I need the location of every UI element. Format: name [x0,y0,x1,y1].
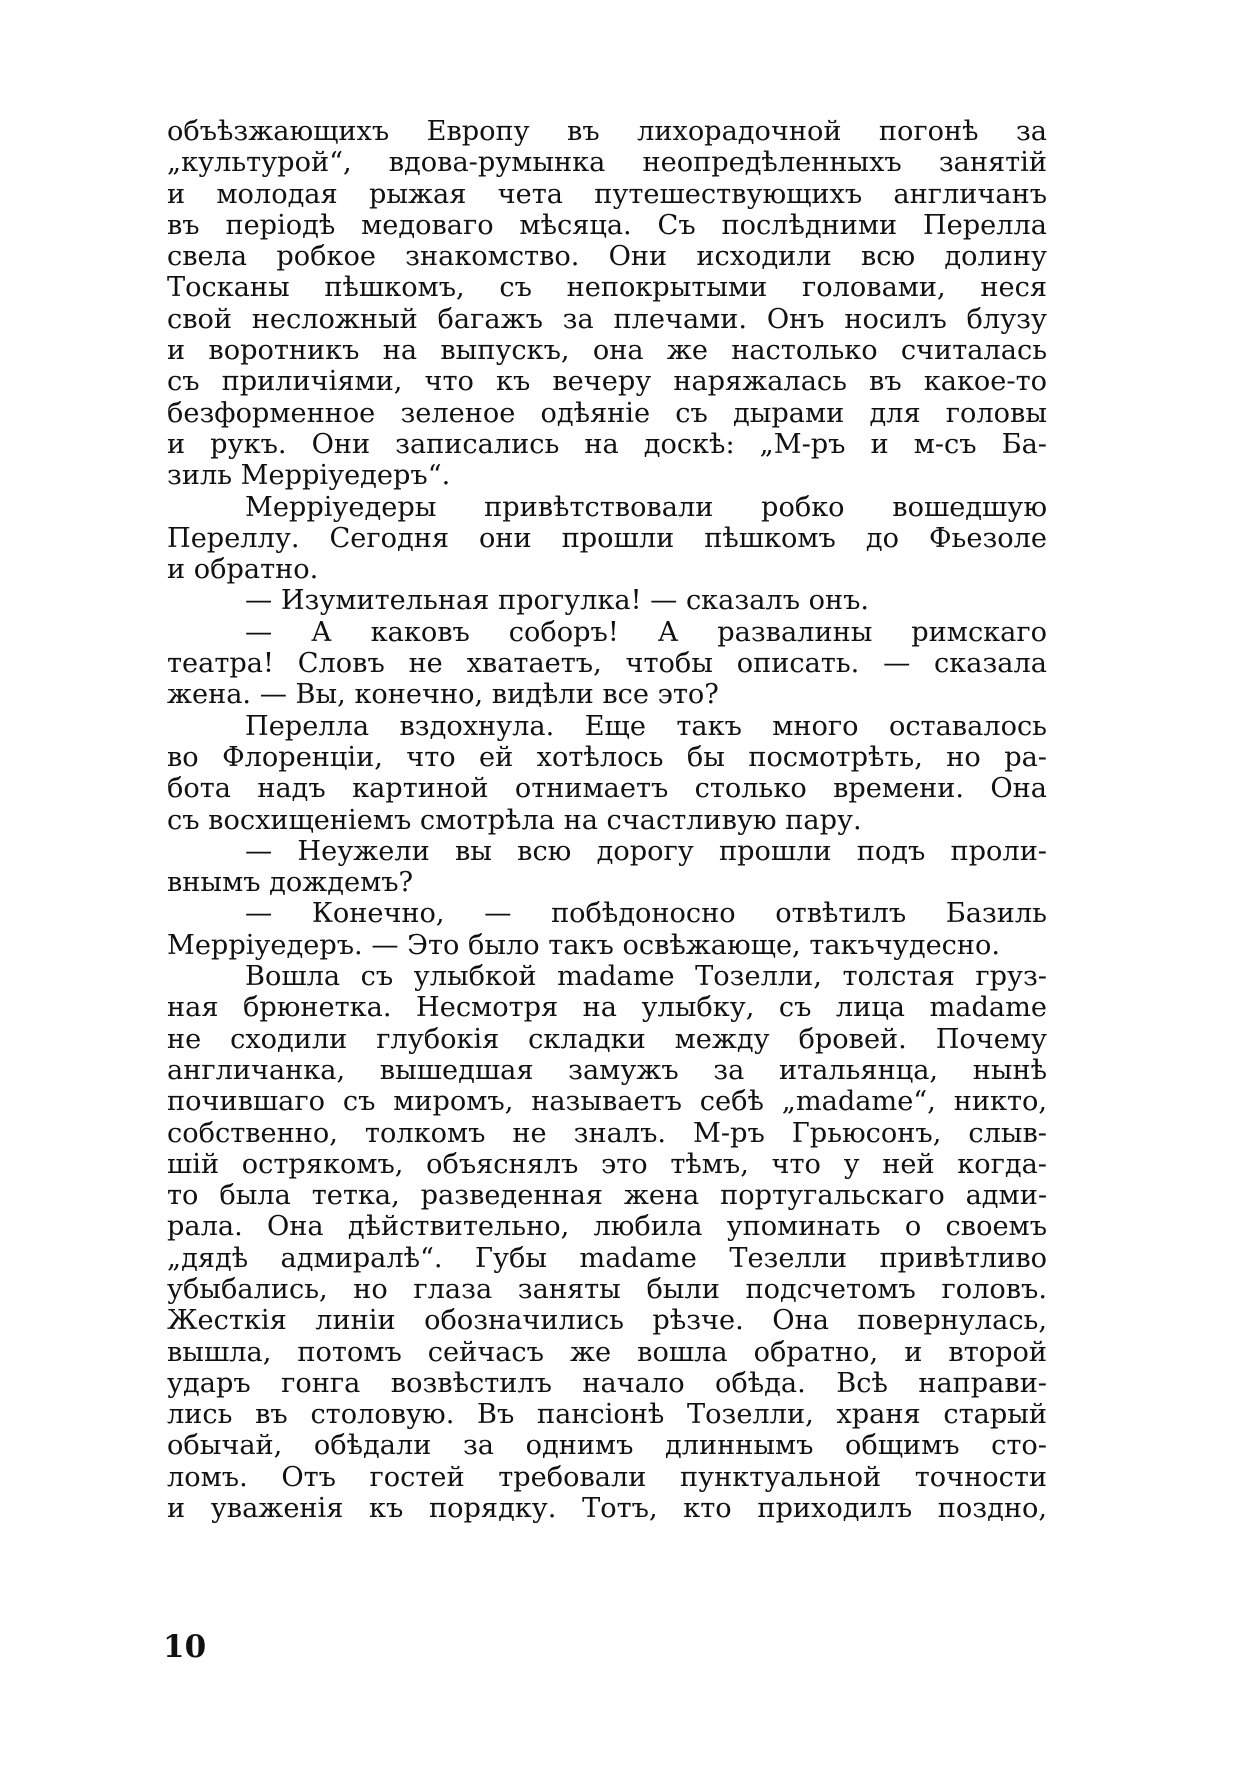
text-line: и уваженія къ порядку. Тотъ, кто приходилъ поздно, [167,1493,1047,1525]
text-line: Тосканы пѣшкомъ, съ непокрытыми головами, неся [167,272,1047,304]
text-line: „культурой“, вдова-румынка неопредѣленныхъ занятій [167,147,1047,179]
text-line: убыбались, но глаза заняты были подсчетомъ головъ. [167,1273,1047,1305]
text-line: и обратно. [167,554,319,586]
text-line: жена. — Вы, конечно, видѣли все это? [167,679,719,711]
text-line: въ періодѣ медоваго мѣсяца. Съ послѣдними Перелла [167,209,1047,241]
text-line: и рукъ. Они записались на доскѣ: „М-ръ и м-съ Ба- [167,428,1047,460]
page-number: 10 [163,1629,207,1665]
text-line: бота надъ картиной отнимаетъ столько времени. Она [167,773,1047,805]
text-line: — Неужели вы всю дорогу прошли подъ проли- [245,835,1047,867]
text-line: — Изумительная прогулка! — сказалъ онъ. [245,585,870,617]
text-line: безформенное зеленое одѣяніе съ дырами для головы [167,397,1047,429]
text-line: ная брюнетка. Несмотря на улыбку, съ лица madame [167,992,1047,1024]
text-line: Перелла вздохнула. Еще такъ много оставалось [245,710,1047,742]
text-line: собственно, толкомъ не зналъ. М-ръ Грьюсонъ, слыв- [167,1117,1047,1149]
text-line: ударъ гонга возвѣстилъ начало обѣда. Всѣ направи- [167,1367,1047,1399]
text-line: свой несложный багажъ за плечами. Онъ носилъ блузу [167,303,1047,335]
text-line: — Конечно, — побѣдоносно отвѣтилъ Базиль [245,898,1047,930]
page-text [167,116,1047,1524]
text-line: ломъ. Отъ гостей требовали пунктуальной точности [167,1461,1047,1493]
text-line: съ восхищеніемъ смотрѣла на счастливую пару. [167,804,862,836]
text-line: Жесткія линіи обозначились рѣзче. Она повернулась, [167,1305,1047,1337]
text-line: театра! Словъ не хватаетъ, чтобы описать. — сказала [167,648,1047,680]
text-line: вышла, потомъ сейчасъ же вошла обратно, и второй [167,1336,1047,1368]
text-line: и воротникъ на выпускъ, она же настолько считалась [167,335,1047,367]
text-line: зиль Мерріуедеръ“. [167,460,451,492]
text-line: лись въ столовую. Въ пансіонѣ Тозелли, храня старый [167,1399,1047,1431]
text-line: англичанка, вышедшая замужъ за итальянца, нынѣ [167,1054,1047,1086]
text-line: во Флоренціи, что ей хотѣлось бы посмотрѣть, но ра- [167,741,1047,773]
text-line: обычай, обѣдали за однимъ длиннымъ общимъ сто- [167,1430,1047,1462]
text-line: внымъ дождемъ? [167,867,414,899]
text-line: объѣзжающихъ Европу въ лихорадочной погонѣ за [167,116,1047,147]
text-line: — А каковъ соборъ! А развалины римскаго [245,616,1047,648]
text-line: „дядѣ адмиралѣ“. Губы madame Тезелли привѣтливо [167,1242,1047,1274]
text-line: шій острякомъ, объяснялъ это тѣмъ, что у ней когда- [167,1148,1047,1180]
text-line: Вошла съ улыбкой madame Тозелли, толстая груз- [245,961,1047,993]
text-line: рала. Она дѣйствительно, любила упоминать о своемъ [167,1211,1047,1243]
text-line: Переллу. Сегодня они прошли пѣшкомъ до Фьезоле [167,522,1047,554]
text-line: Мерріуедеры привѣтствовали робко вошедшую [245,491,1047,523]
text-line: не сходили глубокія складки между бровей. Почему [167,1023,1047,1055]
text-line: почившаго съ миромъ, называетъ себѣ „madame“, никто, [167,1086,1047,1118]
text-line: съ приличіями, что къ вечеру наряжалась въ какое-то [167,366,1047,398]
text-line: Мерріуедеръ. — Это было такъ освѣжающе, такъчудесно. [167,929,1001,961]
text-line: и молодая рыжая чета путешествующихъ англичанъ [167,178,1047,210]
text-line: то была тетка, разведенная жена португальскаго адми- [167,1180,1047,1212]
text-line: свела робкое знакомство. Они исходили всю долину [167,241,1047,273]
